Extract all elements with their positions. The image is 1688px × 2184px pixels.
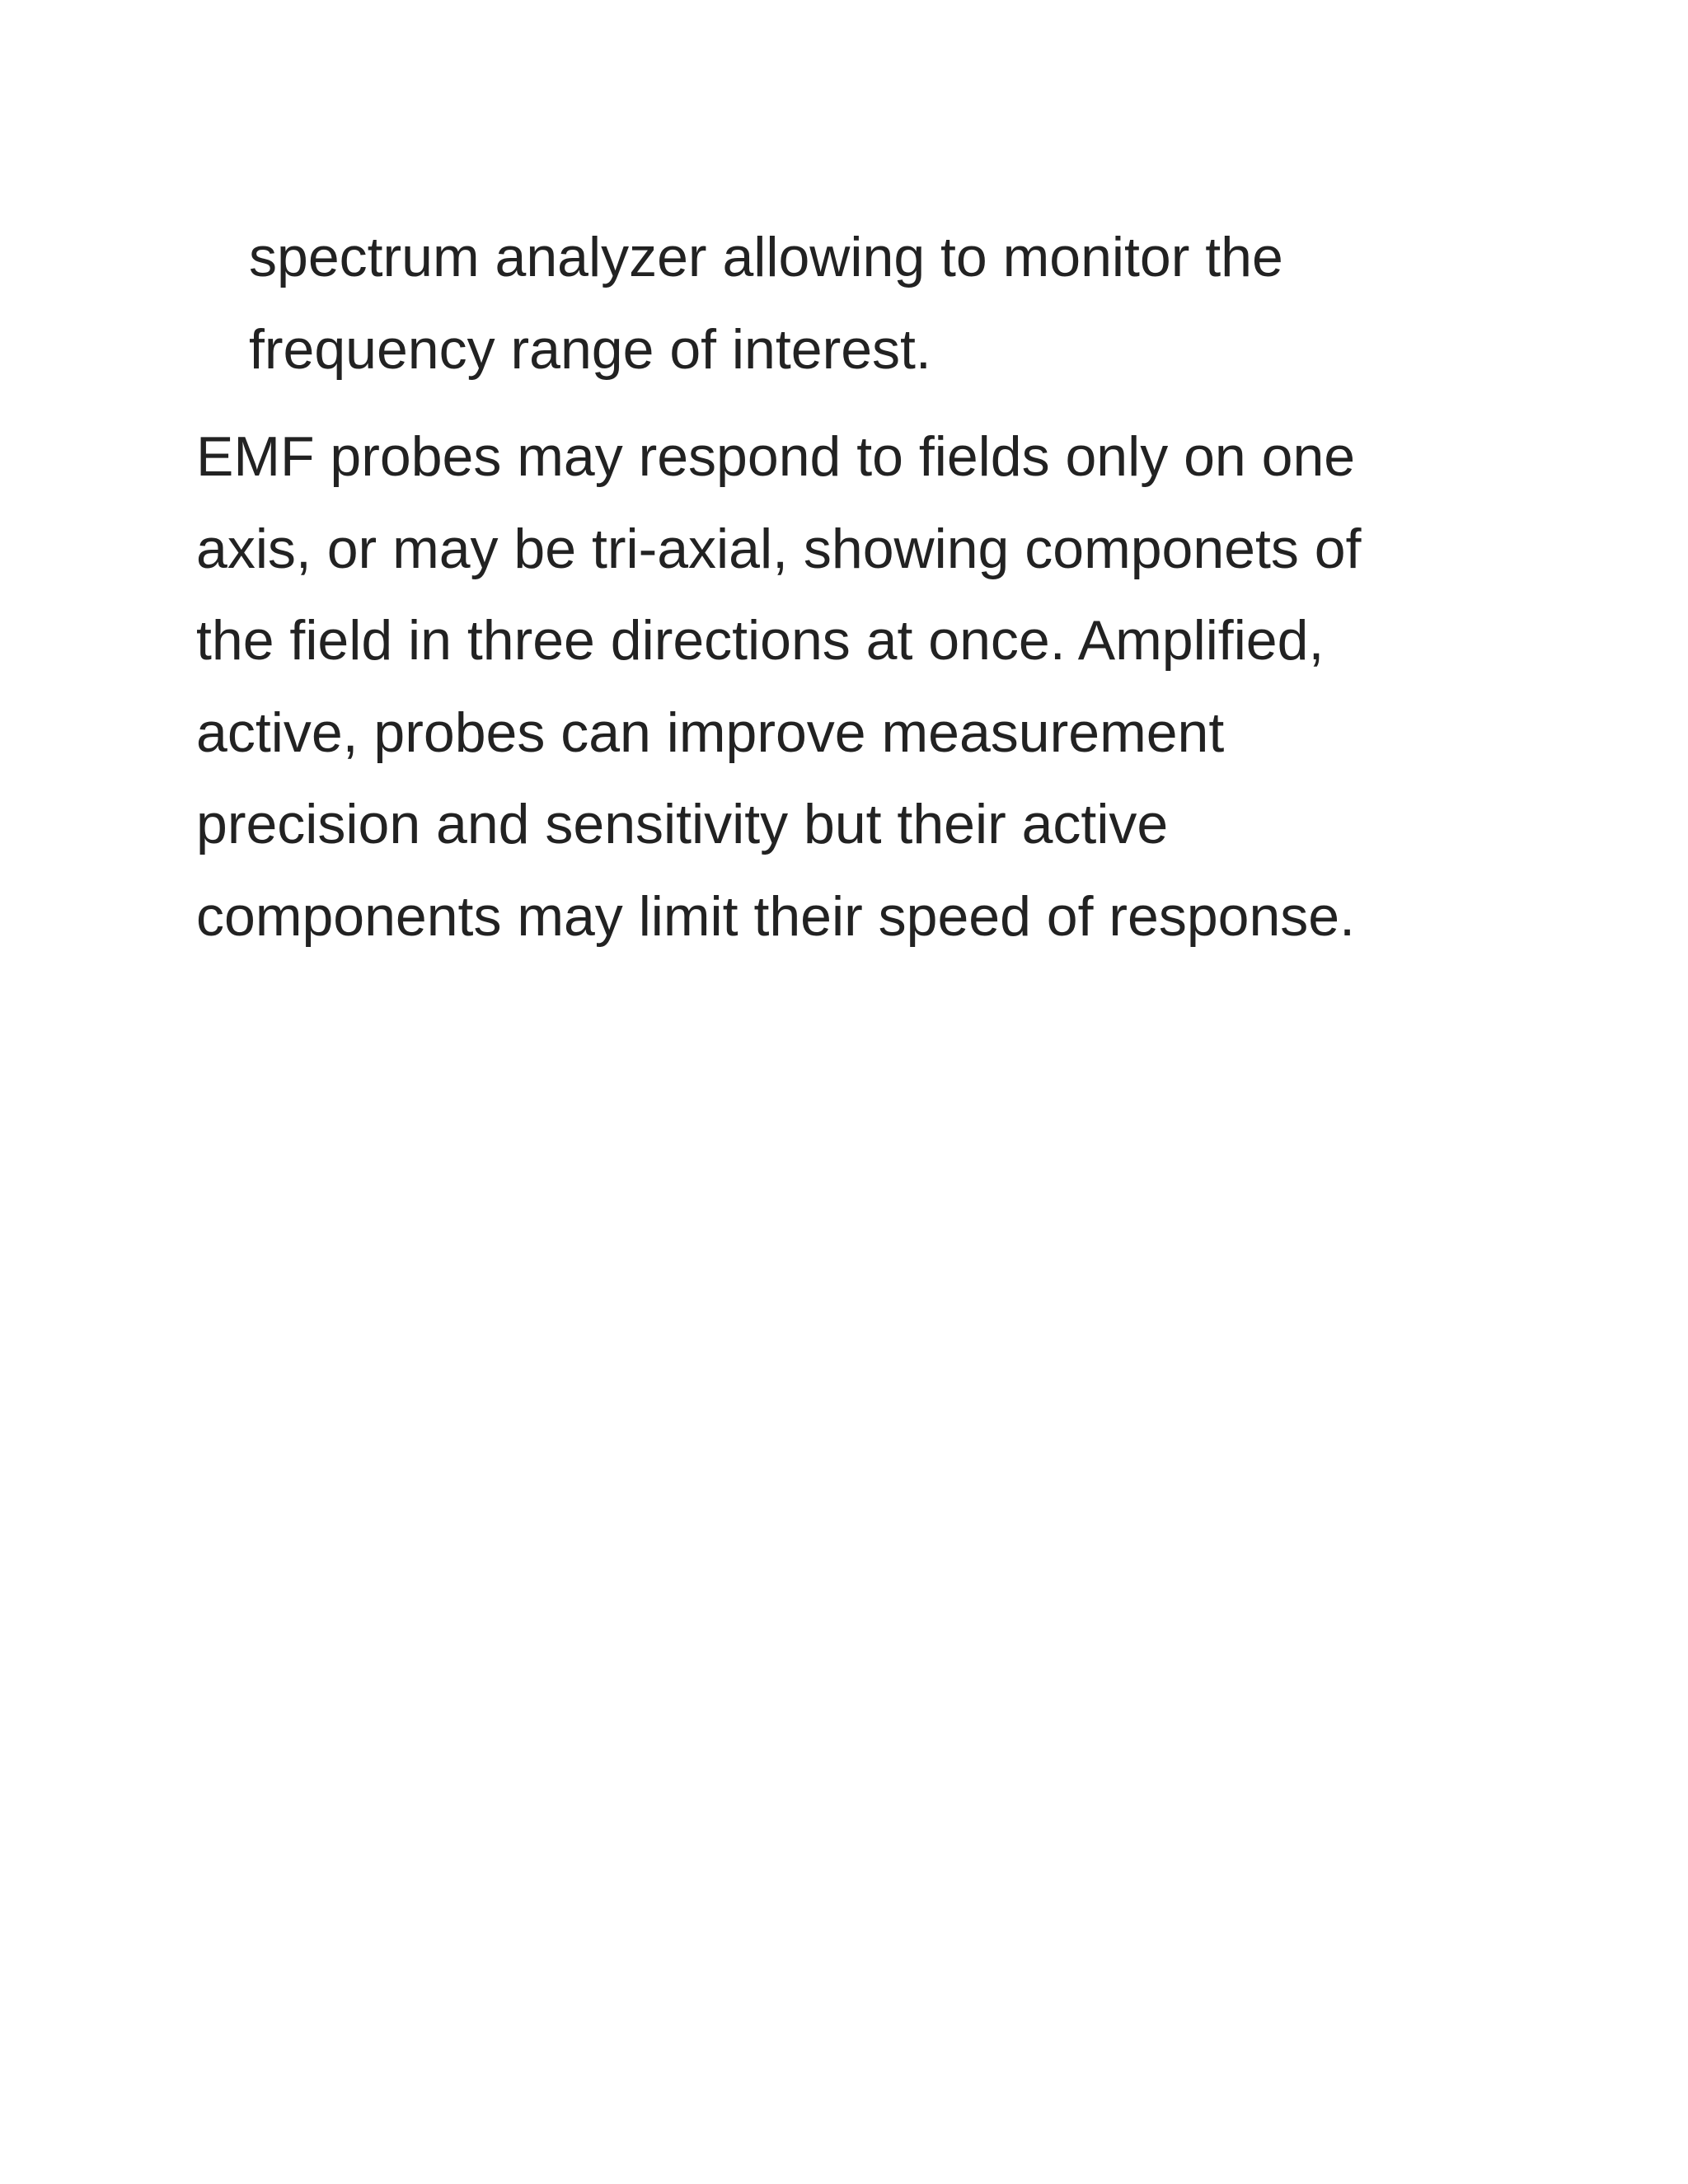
list-item-continuation-line: frequency range of interest. (249, 318, 931, 381)
paragraph-line: the field in three directions at once. Amplified, (196, 609, 1325, 672)
paragraph-line: components may limit their speed of response. (196, 885, 1356, 948)
paragraph-line: precision and sensitivity but their active (196, 793, 1169, 855)
paragraph-line: EMF probes may respond to fields only on one (196, 425, 1356, 488)
paragraph-line: active, probes can improve measurement (196, 701, 1225, 764)
paragraph-line: axis, or may be tri-axial, showing componets of (196, 518, 1362, 580)
list-item-continuation-line: spectrum analyzer allowing to monitor the (249, 226, 1283, 288)
